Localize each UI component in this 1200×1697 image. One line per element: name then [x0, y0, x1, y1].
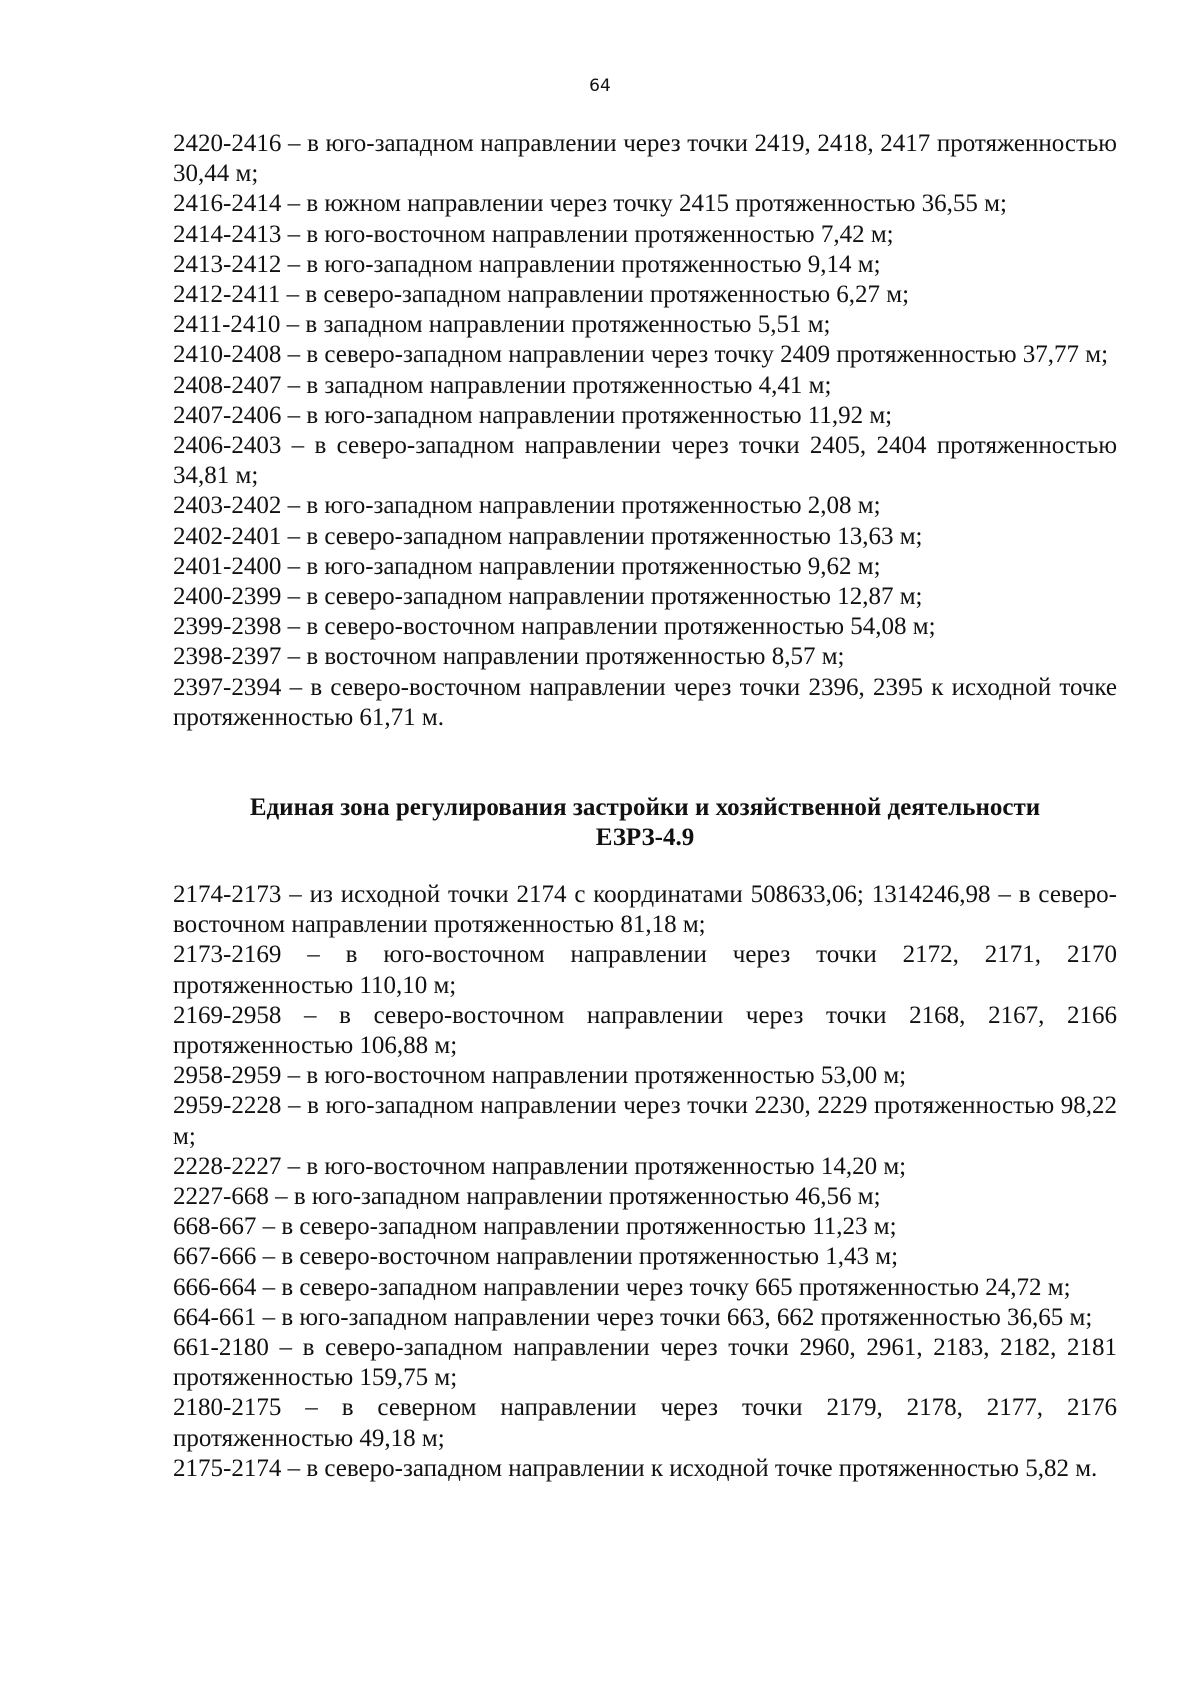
- segment-paragraph: 2410-2408 – в северо-западном направлении через точку 2409 протяженностью 37,77 м;: [173, 341, 1109, 369]
- page-number: 64: [589, 76, 611, 96]
- segment-paragraph: 667-666 – в северо-восточном направлении протяженностью 1,43 м;: [173, 1243, 899, 1271]
- segment-paragraph: 2401-2400 – в юго-западном направлении протяженностью 9,62 м;: [173, 552, 881, 580]
- segment-paragraph: 2399-2398 – в северо-восточном направлении протяженностью 54,08 м;: [173, 613, 936, 641]
- segment-paragraph: 2413-2412 – в юго-западном направлении протяженностью 9,14 м;: [173, 250, 881, 278]
- segment-paragraph: 2403-2402 – в юго-западном направлении протяженностью 2,08 м;: [173, 492, 881, 520]
- segment-paragraph: 2416-2414 – в южном направлении через точку 2415 протяженностью 36,55 м;: [173, 190, 1007, 218]
- segment-paragraph: 2402-2401 – в северо-западном направлении протяженностью 13,63 м;: [173, 522, 923, 550]
- segment-paragraph: 2180-2175 – в северном направлении через точки 2179, 2178, 2177, 2176 протяженностью 49,18 м;: [173, 1394, 1117, 1452]
- segment-paragraph: 664-661 – в юго-западном направлении через точки 663, 662 протяженностью 36,65 м;: [173, 1303, 1093, 1331]
- segment-paragraph: 666-664 – в северо-западном направлении через точку 665 протяженностью 24,72 м;: [173, 1273, 1071, 1301]
- segment-paragraph: 2412-2411 – в северо-западном направлении протяженностью 6,27 м;: [173, 281, 910, 309]
- boundary-description-block-2: [173, 880, 1117, 1484]
- segment-paragraph: 2228-2227 – в юго-восточном направлении протяженностью 14,20 м;: [173, 1152, 907, 1180]
- segment-paragraph: 661-2180 – в северо-западном направлении через точки 2960, 2961, 2183, 2182, 2181 протяженностью 159,75 м;: [173, 1334, 1117, 1392]
- boundary-description-block-1: [173, 129, 1117, 733]
- segment-paragraph: 2411-2410 – в западном направлении протяженностью 5,51 м;: [173, 311, 831, 339]
- section-heading: [173, 793, 1117, 853]
- section-heading-line-2: ЕЗРЗ-4.9: [595, 824, 695, 851]
- segment-paragraph: 2174-2173 – из исходной точки 2174 с координатами 508633,06; 1314246,98 – в северо-восточном направлении протяженностью 81,18 м;: [173, 881, 1117, 939]
- segment-paragraph: 668-667 – в северо-западном направлении протяженностью 11,23 м;: [173, 1213, 897, 1241]
- segment-paragraph: 2958-2959 – в юго-восточном направлении протяженностью 53,00 м;: [173, 1062, 907, 1090]
- segment-paragraph: 2408-2407 – в западном направлении протяженностью 4,41 м;: [173, 371, 832, 399]
- segment-paragraph: 2169-2958 – в северо-восточном направлении через точки 2168, 2167, 2166 протяженностью 106,88 м;: [173, 1001, 1117, 1060]
- segment-paragraph: 2227-668 – в юго-западном направлении протяженностью 46,56 м;: [173, 1183, 881, 1211]
- segment-paragraph: 2414-2413 – в юго-восточном направлении протяженностью 7,42 м;: [173, 220, 894, 248]
- segment-paragraph: 2959-2228 – в юго-западном направлении через точки 2230, 2229 протяженностью 98,22 м;: [173, 1092, 1117, 1150]
- segment-paragraph: 2175-2174 – в северо-западном направлении к исходной точке протяженностью 5,82 м.: [173, 1454, 1098, 1482]
- segment-paragraph: 2406-2403 – в северо-западном направлении через точки 2405, 2404 протяженностью 34,81 м;: [173, 432, 1117, 490]
- segment-paragraph: 2400-2399 – в северо-западном направлении протяженностью 12,87 м;: [173, 583, 923, 611]
- segment-paragraph: 2398-2397 – в восточном направлении протяженностью 8,57 м;: [173, 643, 845, 671]
- segment-paragraph: 2173-2169 – в юго-восточном направлении через точки 2172, 2171, 2170 протяженностью 110,10 м;: [173, 941, 1117, 999]
- segment-paragraph: 2397-2394 – в северо-восточном направлении через точки 2396, 2395 к исходной точке протяженностью 61,71 м.: [173, 673, 1117, 731]
- segment-paragraph: 2407-2406 – в юго-западном направлении протяженностью 11,92 м;: [173, 401, 893, 429]
- segment-paragraph: 2420-2416 – в юго-западном направлении через точки 2419, 2418, 2417 протяженностью 30,44 м;: [173, 130, 1117, 188]
- section-heading-line-1: Единая зона регулирования застройки и хозяйственной деятельности: [249, 794, 1041, 821]
